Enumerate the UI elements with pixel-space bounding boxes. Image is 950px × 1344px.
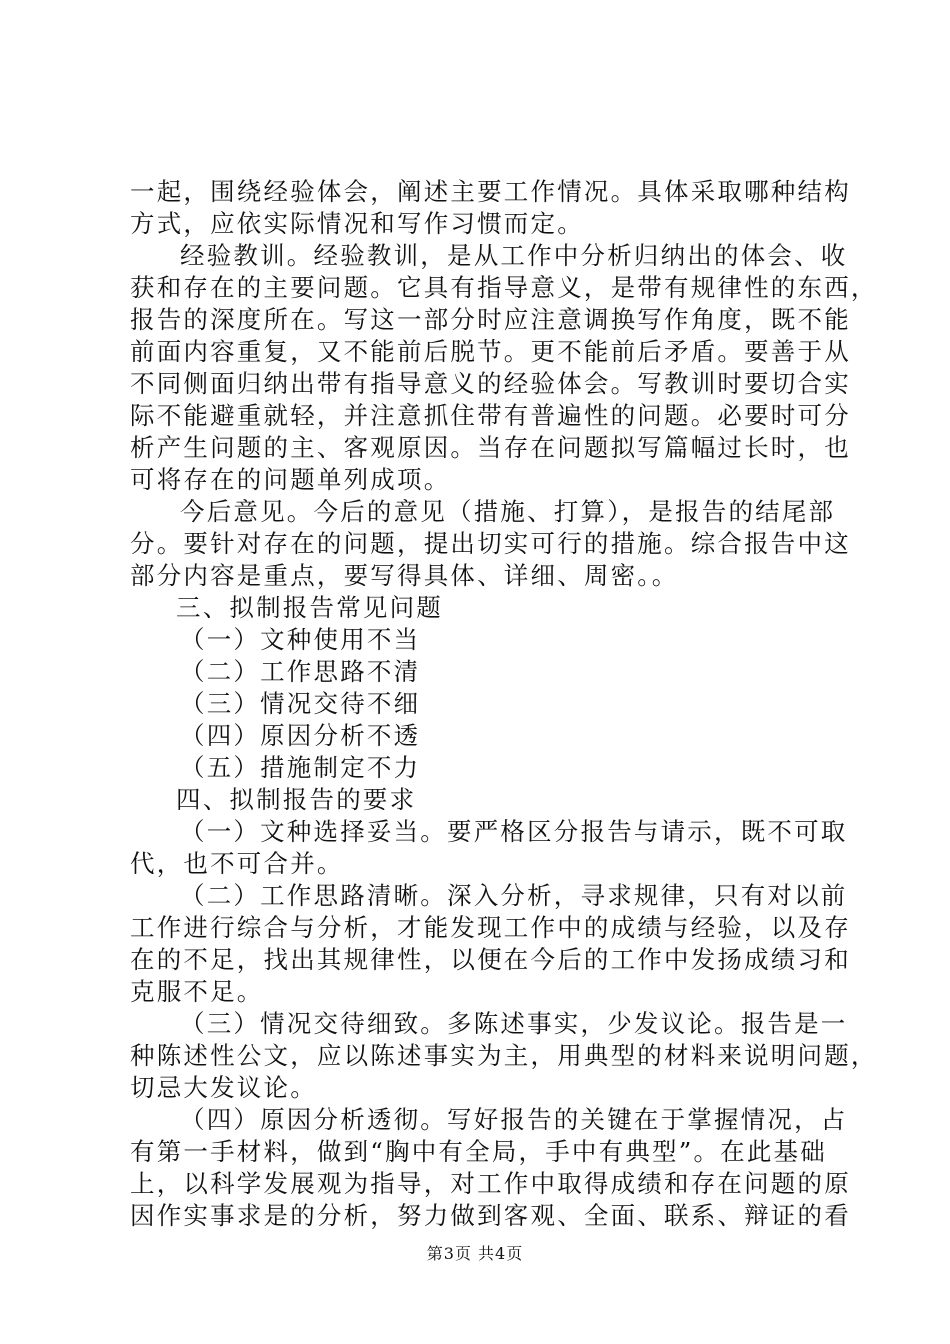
list-item: （三）情况交待不细: [180, 689, 421, 718]
text-line: 在的不足，找出其规律性，以便在今后的工作中发扬成绩习和: [130, 945, 851, 974]
text-line: 有第一手材料，做到“胸中有全局，手中有典型”。在此基础: [130, 1137, 827, 1166]
list-item: （五）措施制定不力: [180, 753, 421, 782]
text-line: 获和存在的主要问题。它具有指导意义，是带有规律性的东西，: [130, 273, 878, 302]
page-footer: 第3页 共4页: [426, 1244, 524, 1263]
text-line: 代，也不可合并。: [130, 849, 344, 878]
text-line: 一起，围绕经验体会，阐述主要工作情况。具体采取哪种结构: [130, 177, 851, 206]
list-item: （四）原因分析不透: [180, 721, 421, 750]
text-line: 切忌大发议论。: [130, 1073, 317, 1102]
text-line: （三）情况交待细致。多陈述事实，少发议论。报告是一: [180, 1009, 848, 1038]
text-line: 部分内容是重点，要写得具体、详细、周密。。: [130, 561, 679, 590]
text-line: 方式，应依实际情况和写作习惯而定。: [130, 209, 584, 238]
text-line: 经验教训。经验教训，是从工作中分析归纳出的体会、收: [180, 241, 848, 270]
text-line: 今后意见。今后的意见（措施、打算），是报告的结尾部: [180, 497, 836, 526]
text-line: 不同侧面归纳出带有指导意义的经验体会。写教训时要切合实: [130, 369, 851, 398]
text-line: 报告的深度所在。写这一部分时应注意调换写作角度，既不能: [130, 305, 851, 334]
list-item: （二）工作思路不清: [180, 657, 421, 686]
section-heading: 三、拟制报告常见问题: [176, 593, 443, 622]
text-line: 上，以科学发展观为指导，对工作中取得成绩和存在问题的原: [130, 1169, 851, 1198]
text-line: 工作进行综合与分析，才能发现工作中的成绩与经验，以及存: [130, 913, 851, 942]
text-line: 前面内容重复，又不能前后脱节。更不能前后矛盾。要善于从: [130, 337, 851, 366]
text-line: 克服不足。: [130, 977, 264, 1006]
text-line: （四）原因分析透彻。写好报告的关键在于掌握情况，占: [180, 1105, 848, 1134]
text-line: 因作实事求是的分析，努力做到客观、全面、联系、辩证的看: [130, 1201, 851, 1230]
text-line: （二）工作思路清晰。深入分析，寻求规律，只有对以前: [180, 881, 848, 910]
section-heading: 四、拟制报告的要求: [176, 785, 417, 814]
text-line: （一）文种选择妥当。要严格区分报告与请示，既不可取: [180, 817, 848, 846]
text-line: 析产生问题的主、客观原因。当存在问题拟写篇幅过长时，也: [130, 433, 851, 462]
text-line: 际不能避重就轻，并注意抓住带有普遍性的问题。必要时可分: [130, 401, 851, 430]
text-line: 种陈述性公文，应以陈述事实为主，用典型的材料来说明问题，: [130, 1041, 878, 1070]
text-line: 分。要针对存在的问题，提出切实可行的措施。综合报告中这: [130, 529, 851, 558]
text-line: 可将存在的问题单列成项。: [130, 465, 451, 494]
list-item: （一）文种使用不当: [180, 625, 421, 654]
